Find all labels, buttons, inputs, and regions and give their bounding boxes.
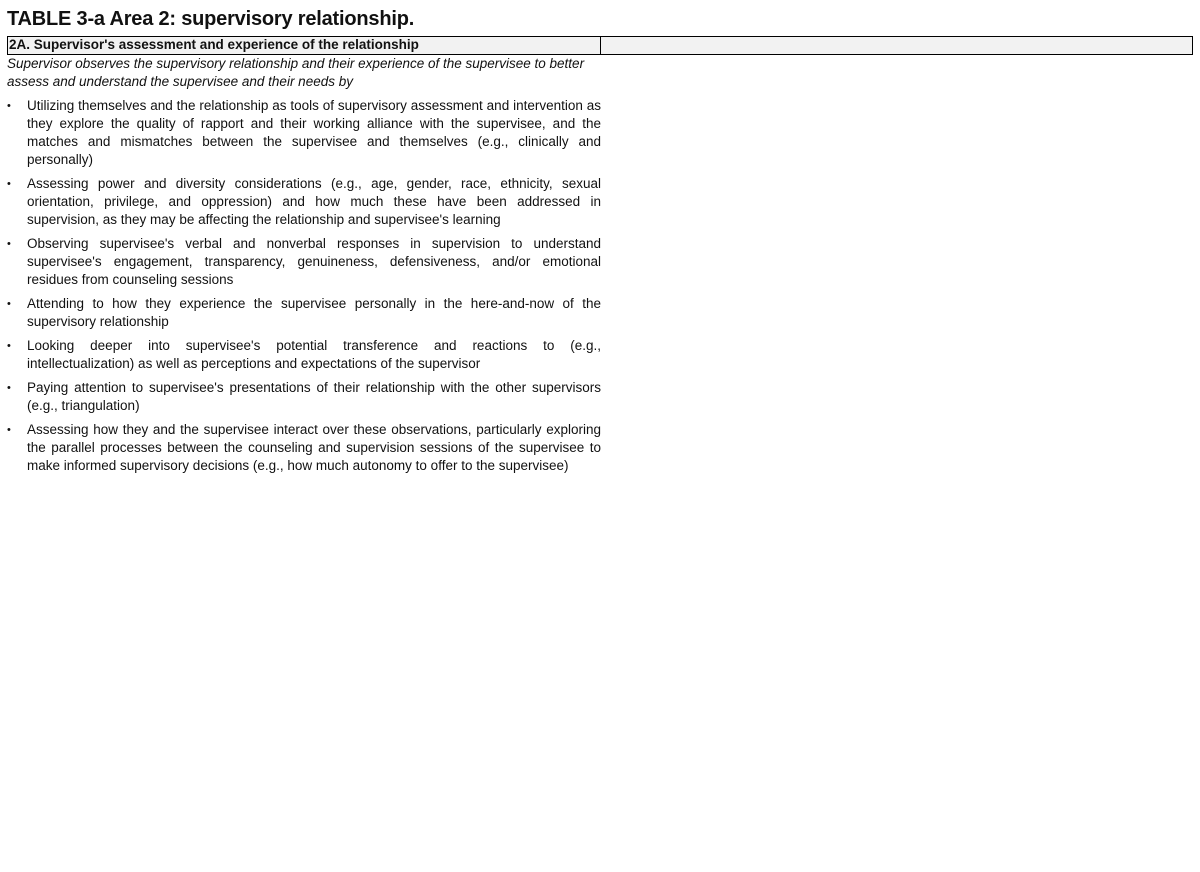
list-item [7,97,601,169]
bullet-icon: • [7,178,11,190]
list-item [7,235,601,289]
list-item [7,295,601,331]
list-item-text: Attending to how they experience the supervisee personally in the here-and-now of the supervisory relationship [27,296,601,329]
bullet-icon: • [7,100,11,112]
table-header-row [7,36,1193,55]
document [7,7,1193,481]
list-item-text: Utilizing themselves and the relationship as tools of supervisory assessment and intervention as they explore the quality of rapport and their working alliance with the supervisee, and the matches and mismatches between the supervisee and themselves (e.g., clinically and personally) [27,98,601,167]
list-item [7,175,601,229]
list-item-text: Looking deeper into supervisee's potential transference and reactions to (e.g., intellectualization) as well as perceptions and expectations of the supervisor [27,338,601,371]
bullet-list [7,97,601,475]
intro-text: Supervisor observes the supervisory relationship and their experience of the supervisee to better assess and understand the supervisee and their needs by [7,56,585,89]
table-header-cell-right [601,36,1193,55]
table-body-cell [7,55,601,475]
list-item-text: Assessing how they and the supervisee interact over these observations, particularly exploring the parallel processes between the counseling and supervision sessions of the supervisee to make informed supervisory decisions (e.g., how much autonomy to offer to the supervisee) [27,422,601,473]
list-item [7,421,601,475]
list-item [7,337,601,373]
bullet-icon: • [7,238,11,250]
bullet-icon: • [7,424,11,436]
list-item-text: Assessing power and diversity considerations (e.g., age, gender, race, ethnicity, sexual orientation, privilege, and oppression) and how much these have been addressed in supervision, as they may be affecting the relationship and supervisee's learning [27,176,601,227]
list-item-text: Paying attention to supervisee's presentations of their relationship with the other supervisors (e.g., triangulation) [27,380,601,413]
bullet-icon: • [7,298,11,310]
bullet-icon: • [7,382,11,394]
table-header-cell-left: 2A. Supervisor's assessment and experience of the relationship [7,36,601,55]
table-title: TABLE 3-a Area 2: supervisory relationship. [7,8,415,30]
bullet-icon: • [7,340,11,352]
list-item [7,379,601,415]
list-item-text: Observing supervisee's verbal and nonverbal responses in supervision to understand supervisee's engagement, transparency, genuineness, defensiveness, and/or emotional residues from counseling sessions [27,236,601,287]
